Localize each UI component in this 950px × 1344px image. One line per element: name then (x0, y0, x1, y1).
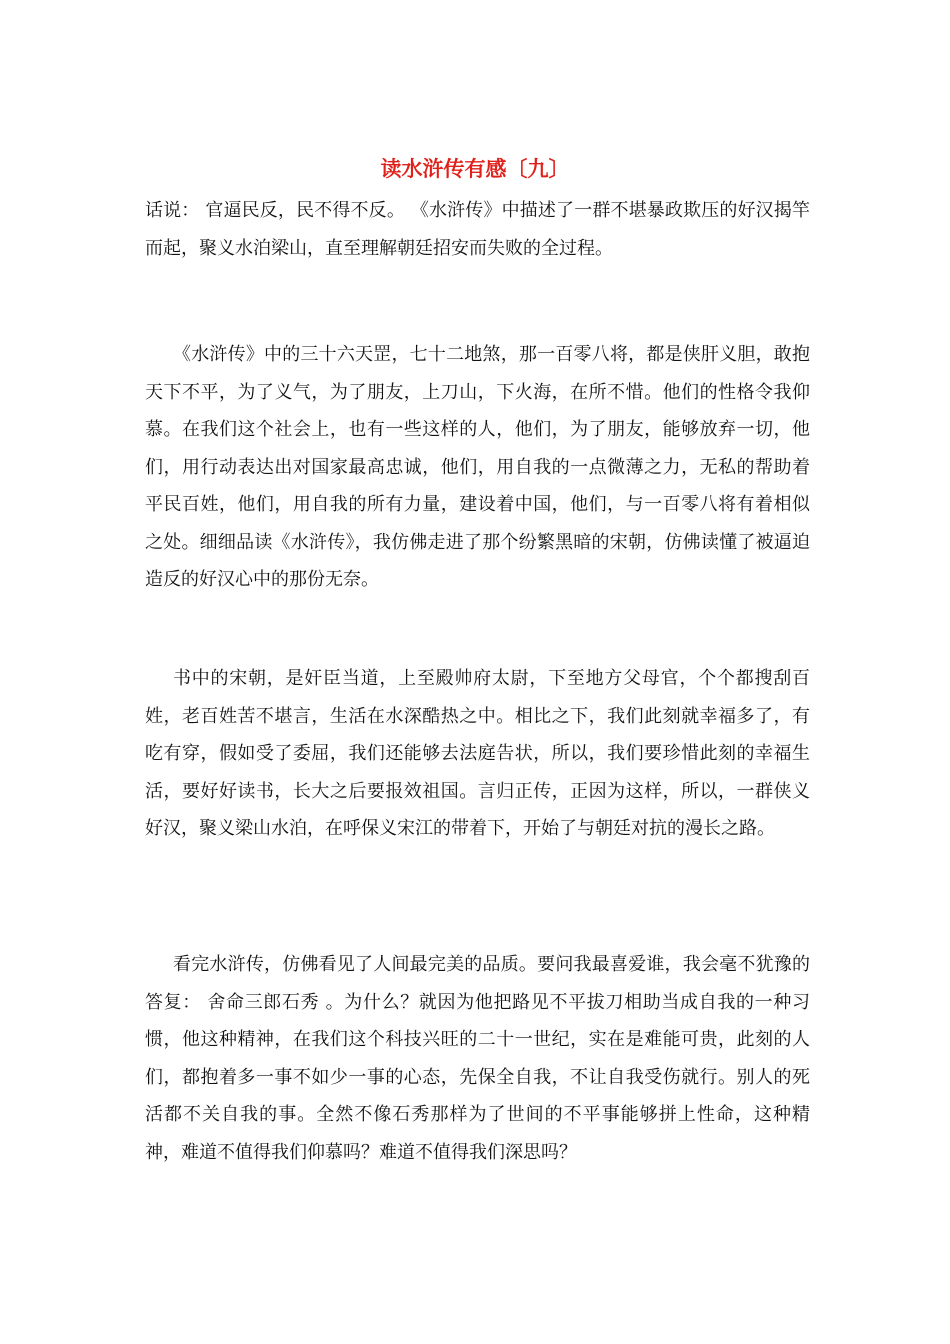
body-paragraph-2: 书中的宋朝，是奸臣当道，上至殿帅府太尉，下至地方父母官，个个都搜刮百姓，老百姓苦不堪言，生活在水深酷热之中。相比之下，我们此刻就幸福多了，有吃有穿，假如受了委屈，我们还能够去法庭告状，所以，我们要珍惜此刻的幸福生活，要好好读书，长大之后要报效祖国。言归正传，正因为这样，所以，一群侠义好汉，聚义梁山水泊，在呼保义宋江的带着下，开始了与朝廷对抗的漫长之路。 (145, 668, 810, 839)
document-title: 读水浒传有感〔九〕 (380, 156, 570, 181)
body-paragraph-1: 《水浒传》中的三十六天罡，七十二地煞，那一百零八将，都是侠肝义胆，敢抱天下不平，为了义气，为了朋友，上刀山，下火海，在所不惜。他们的性格令我仰慕。在我们这个社会上，也有一些这样的人，他们，为了朋友，能够放弃一切，他们，用行动表达出对国家最高忠诚，他们，用自我的一点微薄之力，无私的帮助着平民百姓，他们，用自我的所有力量，建设着中国，他们，与一百零八将有着相似之处。细细品读《水浒传》，我仿佛走进了那个纷繁黑暗的宋朝，仿佛读懂了被逼迫造反的好汉心中的那份无奈。 (145, 344, 810, 590)
body-paragraph-3: 看完水浒传，仿佛看见了人间最完美的品质。要问我最喜爱谁，我会毫不犹豫的答复： 舍命三郎石秀 。为什么？就因为他把路见不平拔刀相助当成自我的一种习惯，他这种精神，在我们这个科技兴旺的二十一世纪，实在是难能可贵，此刻的人们，都抱着多一事不如少一事的心态，先保全自我，不让自我受伤就行。别人的死活都不关自我的事。全然不像石秀那样为了世间的不平事能够拼上性命，这种精神，难道不值得我们仰慕吗？难道不值得我们深思吗？ (145, 954, 810, 1163)
intro-paragraph: 话说： 官逼民反，民不得不反。 《水浒传》中描述了一群不堪暴政欺压的好汉揭竿而起，聚义水泊梁山，直至理解朝廷招安而失败的全过程。 (145, 200, 810, 259)
